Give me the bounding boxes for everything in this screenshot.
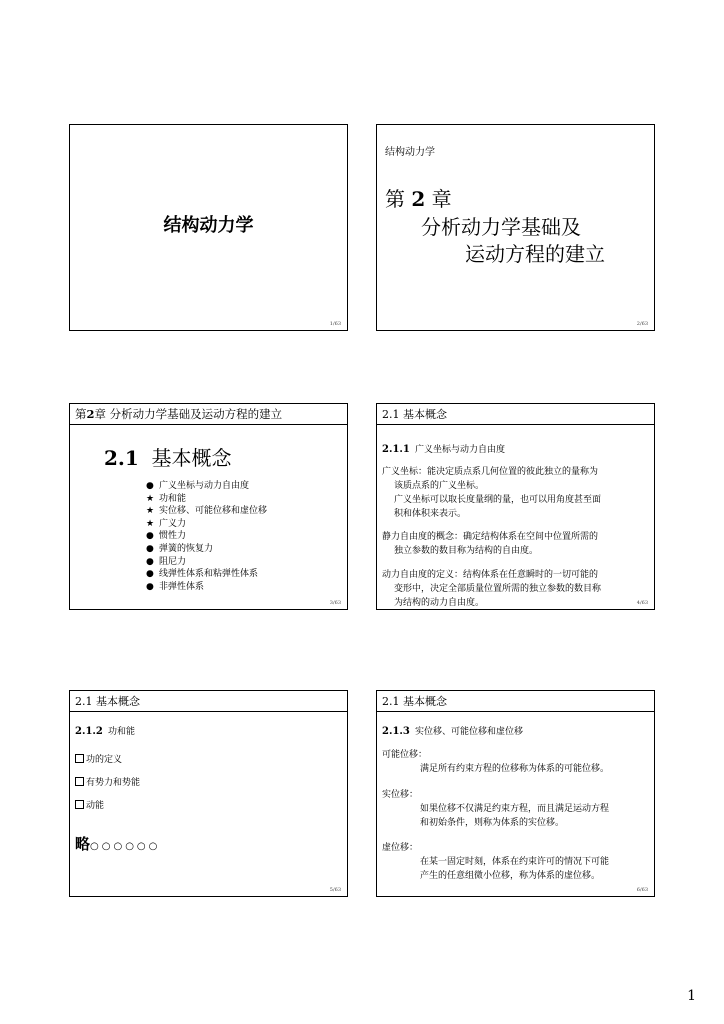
dynamic-dof-paragraph: 动力自由度的定义：结构体系在任意瞬时的一切可能的 变形中，决定全部质量位置所需的独立参数的数目称 为结构的动力自由度。 — [382, 570, 602, 608]
list-item: ★ 实位移、可能位移和虚位移 — [146, 506, 268, 517]
subsection-heading: 2.1.3 实位移、可能位移和虚位移 — [382, 726, 523, 737]
real-displacement: 实位移： 如果位移不仅满足约束方程，而且满足运动方程 和初始条件，则称为体系的实位移。 — [382, 790, 610, 828]
slide-3 — [69, 403, 348, 610]
generalized-coordinates-paragraph: 广义坐标：能决定质点系几何位置的彼此独立的量称为 该质点系的广义坐标。 广义坐标可以取长度量纲的量，也可以用角度甚至面 积和体积来表示。 — [382, 467, 602, 519]
slide-1-title: 结构动力学 — [163, 215, 254, 236]
checkbox-icon — [75, 754, 84, 763]
omitted-note: 略○○○○○○ — [75, 835, 161, 853]
possible-displacement: 可能位移： 满足所有约束方程的位移称为体系的可能位移。 — [382, 750, 610, 774]
list-item: 功的定义 — [75, 752, 122, 765]
slide-page-number: 4/63 — [636, 600, 648, 606]
slide-page-number: 2/63 — [636, 321, 648, 327]
slide-page-number: 1/63 — [329, 321, 341, 327]
list-item: ● 弹簧的恢复力 — [146, 543, 214, 554]
checkbox-icon — [75, 800, 84, 809]
chapter-heading: 第 2 章 — [385, 187, 452, 211]
list-item: 有势力和势能 — [75, 775, 140, 788]
list-item: ● 广义坐标与动力自由度 — [146, 481, 250, 491]
virtual-displacement: 虚位移： 在某一固定时刻，体系在约束许可的情况下可能 产生的任意组微小位移，称为体系的虚位移。 — [382, 843, 610, 881]
subsection-heading: 2.1.1 广义坐标与动力自由度 — [382, 444, 505, 455]
list-item: 动能 — [75, 798, 104, 811]
chapter-title-line-2: 运动方程的建立 — [465, 242, 605, 266]
subsection-heading: 2.1.2 功和能 — [75, 726, 135, 737]
page-number: 1 — [687, 988, 696, 1004]
list-item: ● 惯性力 — [146, 531, 187, 542]
slide-header: 2.1 基本概念 — [377, 691, 654, 712]
slide-4 — [376, 403, 655, 610]
static-dof-paragraph: 静力自由度的概念：确定结构体系在空间中位置所需的 独立参数的数目称为结构的自由度。 — [382, 532, 599, 556]
slide-header: 2.1 基本概念 — [377, 404, 654, 425]
slide-6 — [376, 690, 655, 897]
chapter-title-line-1: 分析动力学基础及 — [421, 215, 581, 239]
slide-page-number: 3/63 — [329, 600, 341, 606]
slide-2-header: 结构动力学 — [385, 147, 435, 158]
slide-page-number: 6/63 — [636, 887, 648, 893]
slide-5 — [69, 690, 348, 897]
slide-1 — [69, 124, 348, 331]
slide-page-number: 5/63 — [329, 887, 341, 893]
section-heading: 2.1 基本概念 — [104, 446, 232, 470]
list-item: ● 阻尼力 — [146, 556, 187, 567]
slide-2 — [376, 124, 655, 331]
topic-list — [146, 480, 267, 593]
list-item: ● 非弹性体系 — [146, 581, 205, 592]
slide-header: 2.1 基本概念 — [70, 691, 347, 712]
list-item: ★ 功和能 — [146, 493, 187, 504]
slide-header: 第2章 分析动力学基础及运动方程的建立 — [70, 404, 347, 425]
checkbox-icon — [75, 777, 84, 786]
list-item: ★ 广义力 — [146, 518, 187, 529]
list-item: ● 线弹性体系和粘弹性体系 — [146, 569, 259, 580]
